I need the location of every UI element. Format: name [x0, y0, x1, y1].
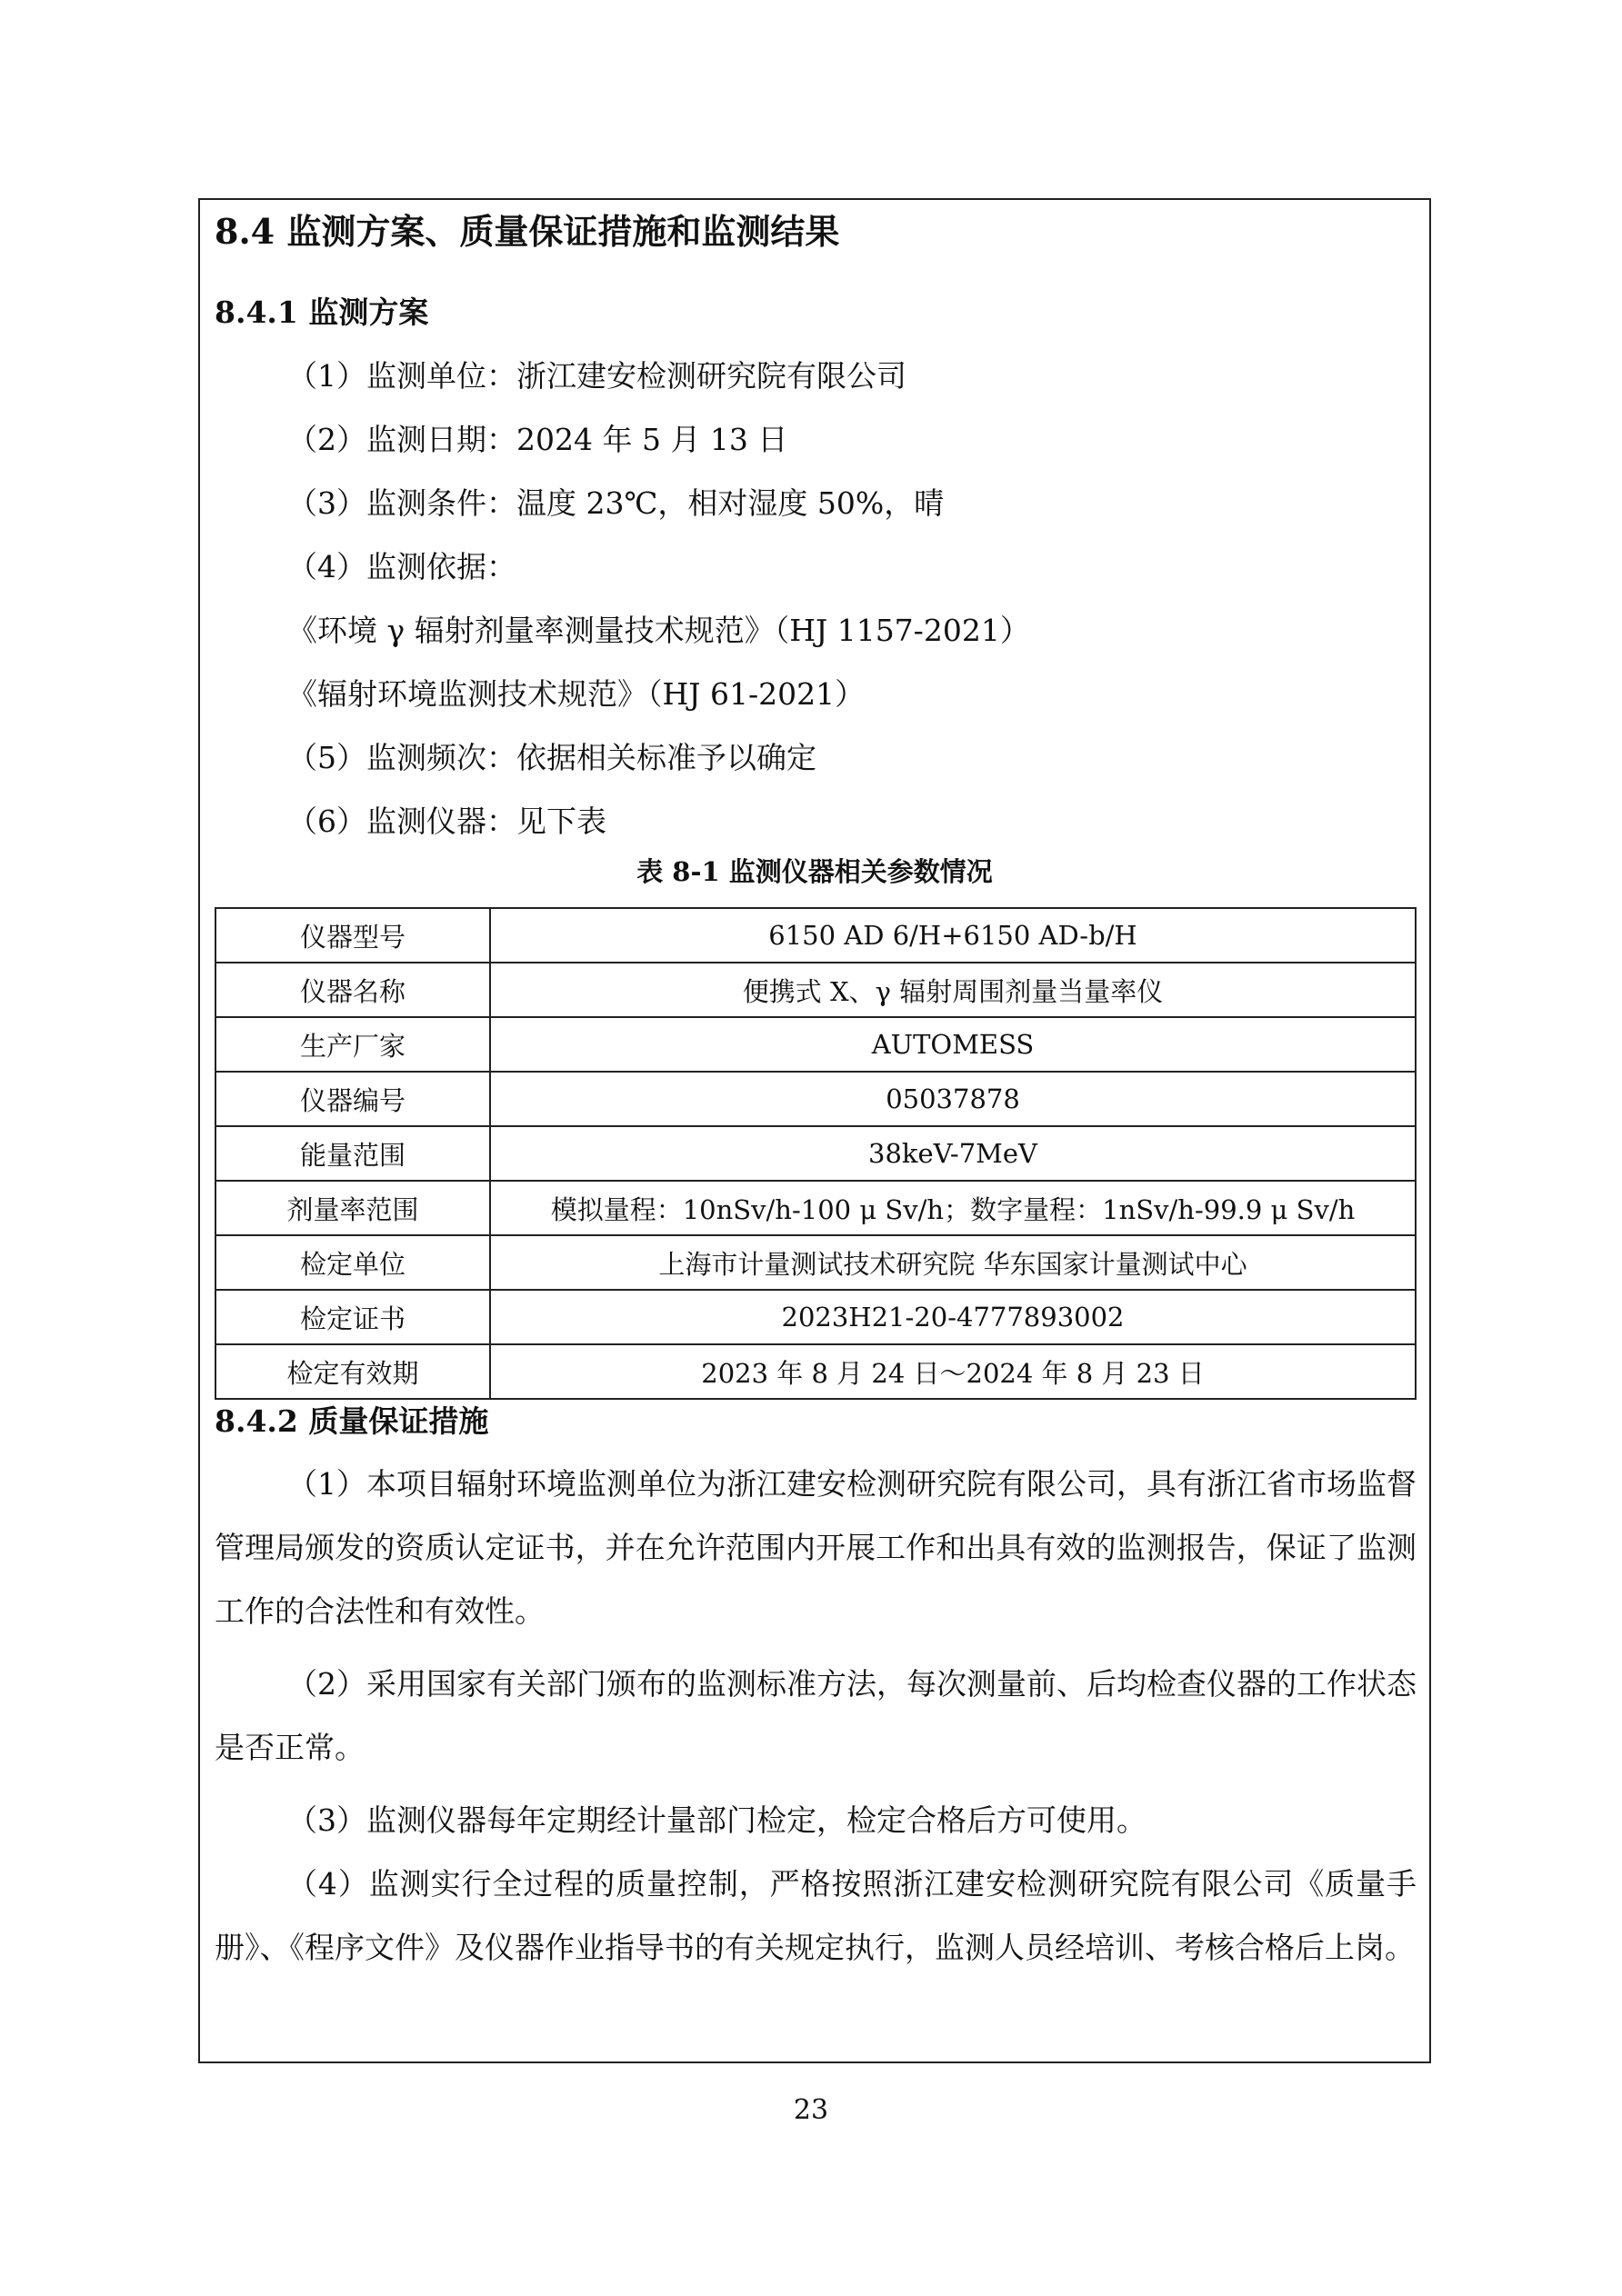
plan-line-standard-2: 《辐射环境监测技术规范》（HJ 61-2021） [287, 676, 866, 712]
row-value: 6150 AD 6/H+6150 AD-b/H [490, 908, 1416, 963]
plan-heading: 8.4.1 监测方案 [215, 294, 429, 330]
quality-paragraph-4: （4）监测实行全过程的质量控制，严格按照浙江建安检测研究院有限公司《质量手册》、《程序文件》及仪器作业指导书的有关规定执行，监测人员经培训、考核合格后上岗。 [215, 1866, 1417, 1965]
quality-paragraph-2: （2）采用国家有关部门颁布的监测标准方法，每次测量前、后均检查仪器的工作状态是否正常。 [215, 1666, 1417, 1765]
plan-line-instrument: （6）监测仪器：见下表 [287, 804, 606, 839]
table-caption: 表 8-1 监测仪器相关参数情况 [636, 856, 993, 887]
table-row [215, 1072, 1416, 1126]
row-label: 仪器名称 [215, 963, 490, 1017]
table-row [215, 963, 1416, 1017]
row-label: 剂量率范围 [215, 1181, 490, 1235]
table-row [215, 1290, 1416, 1344]
row-value: 2023 年 8 月 24 日～2024 年 8 月 23 日 [490, 1344, 1416, 1399]
row-label: 生产厂家 [215, 1017, 490, 1072]
plan-line-conditions: （3）监测条件：温度 23℃，相对湿度 50%，晴 [287, 485, 945, 521]
instrument-parameter-table [215, 907, 1417, 1400]
row-value: 便携式 X、γ 辐射周围剂量当量率仪 [490, 963, 1416, 1017]
row-label: 仪器编号 [215, 1072, 490, 1126]
row-value: 38keV-7MeV [490, 1126, 1416, 1181]
row-label: 检定单位 [215, 1235, 490, 1290]
section-title: 8.4 监测方案、质量保证措施和监测结果 [215, 211, 840, 252]
quality-paragraph-3: （3）监测仪器每年定期经计量部门检定，检定合格后方可使用。 [287, 1802, 1146, 1838]
plan-line-basis: （4）监测依据： [287, 549, 516, 584]
plan-line-frequency: （5）监测频次：依据相关标准予以确定 [287, 740, 816, 775]
row-value: 模拟量程：10nSv/h-100 μ Sv/h；数字量程：1nSv/h-99.9 μ Sv/h [490, 1181, 1416, 1235]
quality-paragraph-1: （1）本项目辐射环境监测单位为浙江建安检测研究院有限公司，具有浙江省市场监督管理局颁发的资质认定证书，并在允许范围内开展工作和出具有效的监测报告，保证了监测工作的合法性和有效性。 [215, 1466, 1417, 1629]
table-row [215, 1235, 1416, 1290]
table-row [215, 1017, 1416, 1072]
row-label: 能量范围 [215, 1126, 490, 1181]
table-row [215, 1126, 1416, 1181]
row-value: AUTOMESS [490, 1017, 1416, 1072]
table-row [215, 908, 1416, 963]
content-frame [198, 198, 1431, 2063]
page-number: 23 [793, 2094, 829, 2126]
table-row [215, 1344, 1416, 1399]
row-label: 仪器型号 [215, 908, 490, 963]
plan-line-standard-1: 《环境 γ 辐射剂量率测量技术规范》（HJ 1157-2021） [287, 613, 1030, 648]
row-label: 检定证书 [215, 1290, 490, 1344]
row-value: 上海市计量测试技术研究院 华东国家计量测试中心 [490, 1235, 1416, 1290]
row-label: 检定有效期 [215, 1344, 490, 1399]
row-value: 05037878 [490, 1072, 1416, 1126]
table-row [215, 1181, 1416, 1235]
quality-heading: 8.4.2 质量保证措施 [215, 1403, 489, 1439]
plan-line-unit: （1）监测单位：浙江建安检测研究院有限公司 [287, 358, 906, 394]
plan-line-date: （2）监测日期：2024 年 5 月 13 日 [287, 422, 788, 457]
row-value: 2023H21-20-4777893002 [490, 1290, 1416, 1344]
